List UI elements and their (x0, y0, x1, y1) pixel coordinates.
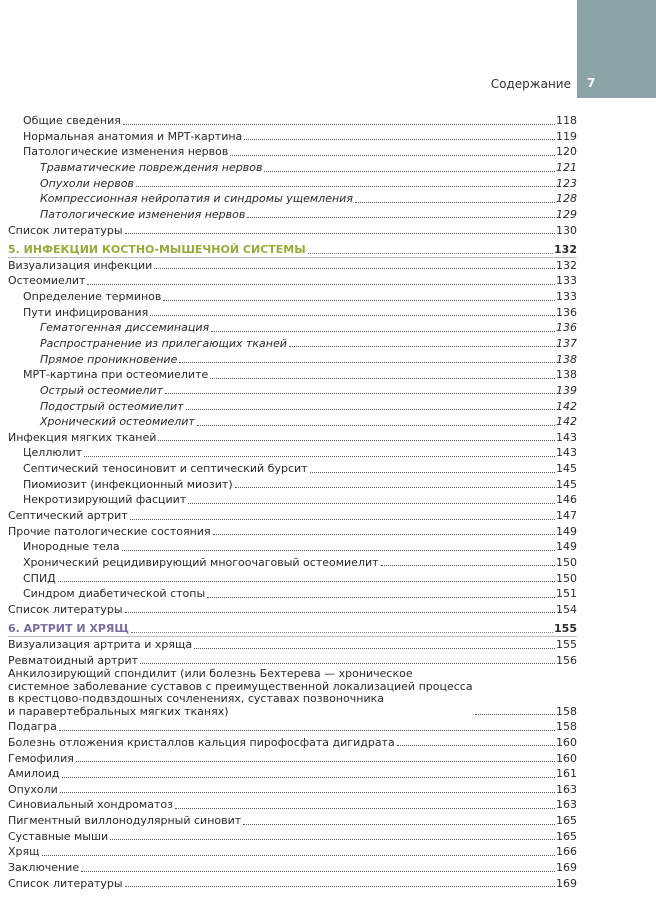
toc-entry-page: 138 (556, 352, 577, 366)
dot-leader (230, 155, 555, 156)
toc-entry-title: Хрящ (8, 845, 40, 859)
toc-entry[interactable] (8, 538, 577, 554)
dot-leader (264, 171, 555, 172)
toc-entry-page: 150 (556, 571, 577, 585)
toc-entry-title: Прямое проникновение (40, 352, 178, 366)
dot-leader (158, 440, 555, 441)
toc-entry[interactable] (8, 128, 577, 144)
toc-entry-title: Подострый остеомиелит (40, 399, 184, 413)
dot-leader (76, 761, 555, 762)
toc-entry-page: 160 (556, 751, 577, 765)
toc-entry-page: 128 (556, 192, 577, 206)
toc-entry-title: Распространение из прилегающих тканей (40, 336, 287, 350)
toc-entry[interactable] (8, 523, 577, 539)
dot-leader (165, 393, 555, 394)
toc-entry[interactable] (8, 304, 577, 320)
dot-leader (58, 581, 555, 582)
toc-entry-page: 120 (556, 145, 577, 159)
dot-leader (194, 648, 555, 649)
dot-leader (136, 186, 555, 187)
dot-leader (154, 268, 555, 269)
toc-entry-title: Острый остеомиелит (40, 383, 163, 397)
toc-entry[interactable] (8, 460, 577, 476)
dot-leader (59, 730, 555, 731)
toc-entry-page: 121 (556, 161, 577, 175)
toc-entry-page: 165 (556, 829, 577, 843)
toc-entry-page: 150 (556, 555, 577, 569)
toc-entry[interactable] (8, 190, 577, 206)
toc-entry-page: 146 (556, 493, 577, 507)
toc-entry-title: Патологические изменения нервов (23, 145, 229, 159)
table-of-contents (8, 112, 577, 890)
toc-entry[interactable] (8, 667, 577, 718)
toc-entry-page: 154 (556, 602, 577, 616)
toc-entry-title: Опухоли нервов (40, 176, 134, 190)
toc-entry[interactable] (8, 112, 577, 128)
toc-entry-page: 158 (556, 720, 577, 734)
toc-entry[interactable] (8, 397, 577, 413)
dot-leader (163, 300, 555, 301)
toc-entry-page: 123 (556, 176, 577, 190)
toc-entry-page: 169 (556, 876, 577, 890)
toc-entry-title: Хронический рецидивирующий многоочаговый остеомиелит (23, 555, 379, 569)
toc-entry[interactable] (8, 765, 577, 781)
toc-entry-page: 130 (556, 223, 577, 237)
toc-entry-title: 5. ИНФЕКЦИИ КОСТНО-МЫШЕЧНОЙ СИСТЕМЫ (8, 243, 306, 257)
toc-entry-title: Суставные мыши (8, 829, 109, 843)
dot-leader (87, 284, 555, 285)
dot-leader (130, 519, 555, 520)
toc-entry-title: Хронический остеомиелит (40, 415, 195, 429)
toc-entry-title: Пиомиозит (инфекционный миозит) (23, 477, 233, 491)
toc-entry-title: Болезнь отложения кристаллов кальция пирофосфата дигидрата (8, 735, 395, 749)
toc-entry-page: 160 (556, 735, 577, 749)
toc-entry[interactable] (8, 476, 577, 492)
toc-entry[interactable] (8, 257, 577, 273)
dot-leader (125, 886, 555, 887)
dot-leader (125, 233, 555, 234)
toc-entry-page: 155 (554, 622, 577, 636)
toc-entry-page: 143 (556, 430, 577, 444)
toc-entry-title: Ревматоидный артрит (8, 653, 139, 667)
toc-entry-page: 143 (556, 446, 577, 460)
dot-leader (60, 792, 555, 793)
running-header-title: Содержание (490, 77, 571, 91)
toc-entry-page: 166 (556, 845, 577, 859)
toc-entry-page: 149 (556, 540, 577, 554)
toc-entry-page: 118 (556, 114, 577, 128)
dot-leader (210, 378, 555, 379)
toc-entry[interactable] (8, 875, 577, 891)
toc-entry[interactable] (8, 585, 577, 601)
toc-entry[interactable] (8, 796, 577, 812)
toc-entry[interactable] (8, 734, 577, 750)
toc-entry-title: Список литературы (8, 876, 123, 890)
dot-leader (397, 745, 555, 746)
toc-entry-page: 163 (556, 782, 577, 796)
toc-entry-page: 132 (554, 243, 577, 257)
dot-leader (197, 425, 555, 426)
dot-leader (355, 202, 555, 203)
toc-entry-title: Гемофилия (8, 751, 74, 765)
dot-leader (186, 409, 555, 410)
toc-entry[interactable] (8, 652, 577, 668)
toc-entry-title: Подагра (8, 720, 57, 734)
toc-entry[interactable] (8, 601, 577, 617)
toc-entry-title: Список литературы (8, 223, 123, 237)
toc-entry[interactable] (8, 636, 577, 652)
toc-entry[interactable] (8, 843, 577, 859)
dot-leader (62, 777, 556, 778)
toc-entry-page: 136 (556, 305, 577, 319)
toc-entry[interactable] (8, 350, 577, 366)
dot-leader (289, 346, 555, 347)
dot-leader (308, 253, 553, 254)
toc-entry-title: Прочие патологические состояния (8, 524, 211, 538)
page-number-tab (577, 0, 656, 98)
toc-entry-title: Септический артрит (8, 509, 128, 523)
toc-entry-title: Остеомиелит (8, 274, 86, 288)
toc-entry-page: 145 (556, 477, 577, 491)
toc-entry[interactable] (8, 366, 577, 382)
toc-entry[interactable] (8, 272, 577, 288)
toc-entry-title: Определение терминов (23, 290, 162, 304)
toc-entry-title: Опухоли (8, 782, 58, 796)
toc-entry-page: 129 (556, 207, 577, 221)
toc-entry[interactable] (8, 554, 577, 570)
toc-entry-title: Заключение (8, 861, 80, 875)
toc-entry-title: Некротизирующий фасциит (23, 493, 187, 507)
dot-leader (131, 632, 553, 633)
toc-entry[interactable] (8, 175, 577, 191)
dot-leader (235, 487, 555, 488)
dot-leader (125, 612, 555, 613)
dot-leader (179, 362, 555, 363)
toc-entry[interactable] (8, 569, 577, 585)
toc-entry-page: 169 (556, 861, 577, 875)
toc-entry-title: Общие сведения (23, 114, 121, 128)
toc-entry-page: 142 (556, 415, 577, 429)
toc-entry-title: Инородные тела (23, 540, 120, 554)
toc-entry-title: 6. АРТРИТ И ХРЯЩ (8, 622, 129, 636)
dot-leader (81, 871, 555, 872)
toc-entry[interactable] (8, 507, 577, 523)
toc-entry-page: 132 (556, 258, 577, 272)
toc-entry-page: 145 (556, 462, 577, 476)
dot-leader (213, 534, 555, 535)
dot-leader (381, 565, 555, 566)
toc-entry-page: 151 (556, 587, 577, 601)
dot-leader (175, 808, 555, 809)
toc-entry-title: Синдром диабетической стопы (23, 587, 206, 601)
toc-entry-title: Нормальная анатомия и МРТ-картина (23, 129, 243, 143)
toc-section-heading[interactable] (8, 237, 577, 257)
toc-entry[interactable] (8, 413, 577, 429)
toc-entry-title: Компрессионная нейропатия и синдромы ущемления (40, 192, 353, 206)
toc-entry-page: 165 (556, 814, 577, 828)
toc-entry-page: 138 (556, 368, 577, 382)
toc-entry[interactable] (8, 206, 577, 222)
toc-entry-page: 139 (556, 383, 577, 397)
toc-entry-title: Пигментный виллонодулярный синовит (8, 814, 242, 828)
toc-entry[interactable] (8, 828, 577, 844)
toc-entry-page: 142 (556, 399, 577, 413)
toc-entry-page: 161 (556, 767, 577, 781)
toc-entry[interactable] (8, 159, 577, 175)
toc-entry[interactable] (8, 429, 577, 445)
toc-entry-title: Гематогенная диссеминация (40, 321, 210, 335)
toc-entry[interactable] (8, 335, 577, 351)
toc-entry[interactable] (8, 718, 577, 734)
toc-entry-page: 136 (556, 321, 577, 335)
toc-entry[interactable] (8, 319, 577, 335)
toc-entry-title: Список литературы (8, 602, 123, 616)
toc-entry[interactable] (8, 491, 577, 507)
toc-entry-title: Визуализация инфекции (8, 258, 153, 272)
toc-entry-page: 147 (556, 509, 577, 523)
page-number: 7 (587, 76, 596, 90)
dot-leader (310, 472, 555, 473)
toc-entry-title: СПИД (23, 571, 56, 585)
dot-leader (122, 550, 555, 551)
dot-leader (211, 331, 555, 332)
dot-leader (110, 839, 555, 840)
toc-entry-page: 158 (556, 704, 577, 718)
toc-entry-title: Анкилозирующий спондилит (или болезнь Бехтерева — хроническое системное заболевание суставов с преимущественной локализацией процесса в крестцово-подвздошных сочленениях, суставах позвоночника и паравертебральных мягких тканях) (8, 667, 473, 718)
toc-entry-title: Патологические изменения нервов (40, 207, 246, 221)
toc-entry-title: Визуализация артрита и хряща (8, 638, 193, 651)
toc-entry-title: Инфекция мягких тканей (8, 430, 157, 444)
toc-entry-page: 119 (556, 129, 577, 143)
toc-entry-title: Синовиальный хондроматоз (8, 798, 173, 812)
dot-leader (243, 824, 555, 825)
toc-entry-page: 163 (556, 798, 577, 812)
toc-entry-title: Септический теносиновит и септический бурсит (23, 462, 308, 476)
toc-entry-page: 137 (556, 336, 577, 350)
toc-entry-title: Целлюлит (23, 446, 83, 460)
dot-leader (207, 597, 555, 598)
toc-entry[interactable] (8, 444, 577, 460)
dot-leader (247, 217, 555, 218)
toc-entry-page: 149 (556, 524, 577, 538)
dot-leader (123, 124, 555, 125)
toc-entry[interactable] (8, 143, 577, 159)
toc-entry-title: Травматические повреждения нервов (40, 161, 263, 175)
toc-entry[interactable] (8, 382, 577, 398)
toc-entry-title: Пути инфицирования (23, 305, 149, 319)
dot-leader (42, 855, 556, 856)
toc-entry[interactable] (8, 749, 577, 765)
toc-entry[interactable] (8, 859, 577, 875)
toc-entry-page: 133 (556, 290, 577, 304)
toc-entry[interactable] (8, 221, 577, 237)
toc-entry-title: МРТ-картина при остеомиелите (23, 368, 209, 382)
toc-entry-page: 133 (556, 274, 577, 288)
toc-section-heading[interactable] (8, 616, 577, 636)
dot-leader (475, 714, 555, 715)
toc-entry[interactable] (8, 781, 577, 797)
dot-leader (140, 663, 555, 664)
toc-entry[interactable] (8, 812, 577, 828)
toc-entry-title: Амилоид (8, 767, 60, 781)
dot-leader (244, 139, 555, 140)
toc-entry-page: 155 (556, 638, 577, 651)
dot-leader (188, 503, 555, 504)
toc-entry[interactable] (8, 288, 577, 304)
dot-leader (150, 315, 555, 316)
toc-entry-page: 156 (556, 653, 577, 667)
dot-leader (84, 456, 555, 457)
